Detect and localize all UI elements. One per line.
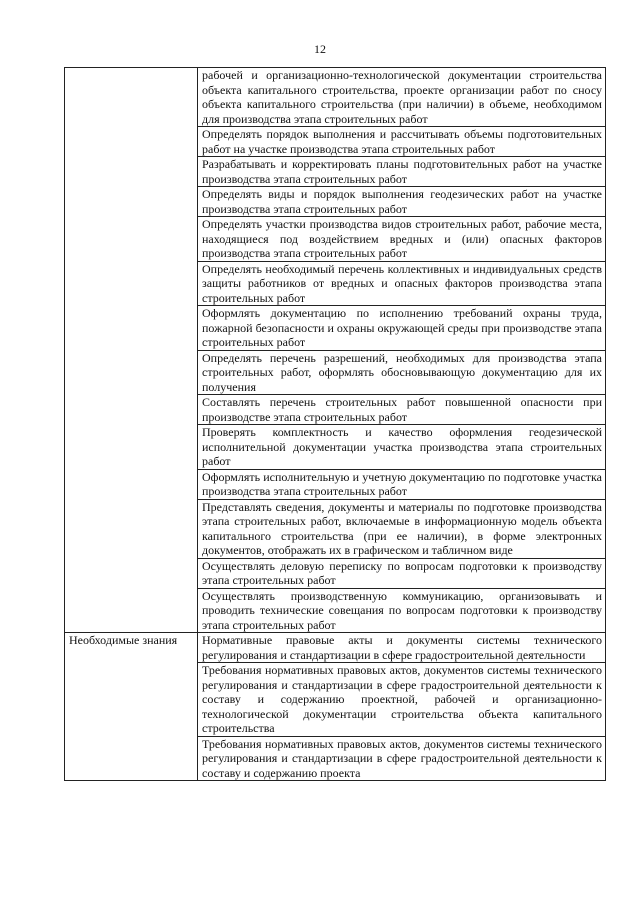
table-row	[65, 633, 606, 663]
skill-cell: Оформлять исполнительную и учетную документацию по подготовке участка производства этапа строительных работ	[198, 469, 606, 499]
table-row	[65, 68, 606, 127]
skill-cell: Составлять перечень строительных работ повышенной опасности при производстве этапа строительных работ	[198, 395, 606, 425]
knowledge-cell: Нормативные правовые акты и документы системы технического регулирования и стандартизации в сфере градостроительной деятельности	[198, 633, 606, 663]
knowledge-cell: Требования нормативных правовых актов, документов системы технического регулирования и стандартизации в сфере градостроительной деятельности к составу и содержанию проектной, рабочей и организационно-технологической документации строительства объекта капитального строительства	[198, 663, 606, 737]
skill-cell: Проверять комплектность и качество оформления геодезической исполнительной документации участка производства этапа строительных работ	[198, 425, 606, 470]
empty-label-cell	[65, 68, 198, 633]
skill-cell: Определять необходимый перечень коллективных и индивидуальных средств защиты работников от вредных и опасных факторов производства этапа строительных работ	[198, 261, 606, 306]
knowledge-label-cell: Необходимые знания	[65, 633, 198, 781]
skill-cell: рабочей и организационно-технологической документации строительства объекта капитального строительства, проекте организации работ по сносу объекта капитального строительства (при наличии) в объеме, необходимом для производства этапа строительных работ	[198, 68, 606, 127]
page-number: 12	[314, 42, 326, 56]
skill-cell: Оформлять документацию по исполнению требований охраны труда, пожарной безопасности и охраны окружающей среды при производстве этапа строительных работ	[198, 306, 606, 351]
skill-cell: Определять порядок выполнения и рассчитывать объемы подготовительных работ на участке производства этапа строительных работ	[198, 127, 606, 157]
skill-cell: Представлять сведения, документы и материалы по подготовке производства этапа строительных работ, включаемые в информационную модель объекта капитального строительства (при ее наличии), в форме электронных документов, отображать их в графическом и табличном виде	[198, 499, 606, 558]
skill-cell: Определять виды и порядок выполнения геодезических работ на участке производства этапа строительных работ	[198, 187, 606, 217]
knowledge-cell: Требования нормативных правовых актов, документов системы технического регулирования и стандартизации в сфере градостроительной деятельности к составу и содержанию проекта	[198, 736, 606, 781]
requirements-table	[64, 67, 606, 781]
skill-cell: Разрабатывать и корректировать планы подготовительных работ на участке производства этапа строительных работ	[198, 157, 606, 187]
skill-cell: Осуществлять производственную коммуникацию, организовывать и проводить технические совещания по вопросам подготовки к производству этапа строительных работ	[198, 588, 606, 633]
skill-cell: Определять перечень разрешений, необходимых для производства этапа строительных работ, оформлять обосновывающую документацию для их получения	[198, 350, 606, 395]
skill-cell: Осуществлять деловую переписку по вопросам подготовки к производству этапа строительных работ	[198, 558, 606, 588]
skill-cell: Определять участки производства видов строительных работ, рабочие места, находящиеся под воздействием вредных и (или) опасных факторов производства этапа строительных работ	[198, 217, 606, 262]
